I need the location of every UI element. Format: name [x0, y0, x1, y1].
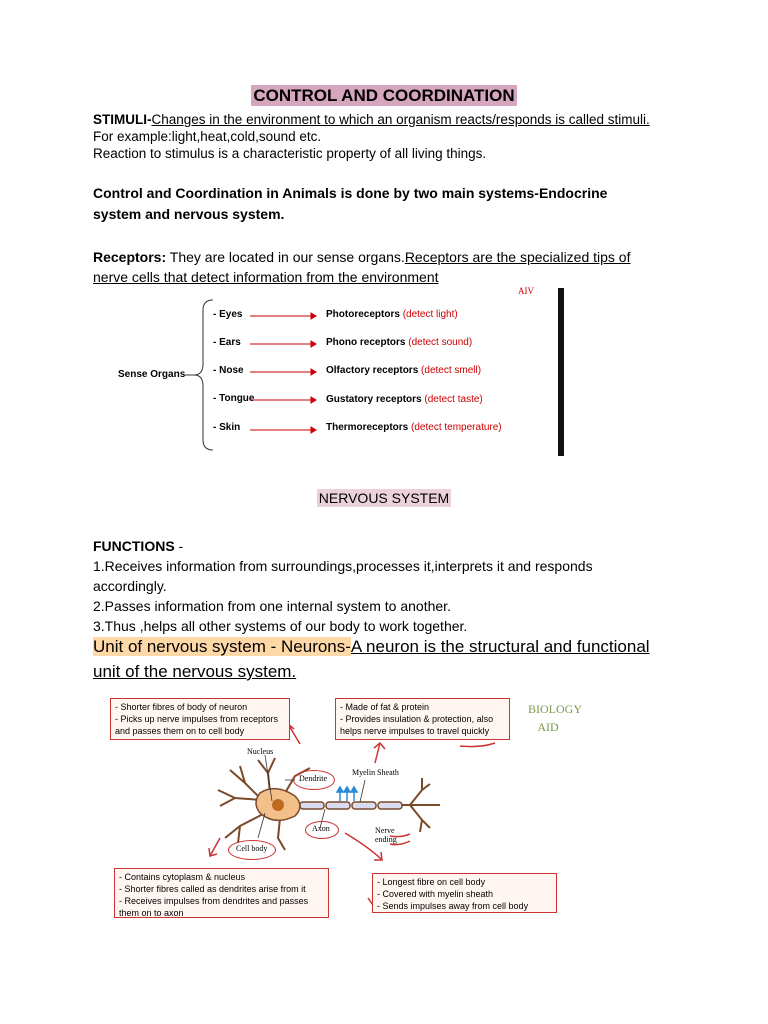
receptor-row-2: Olfactory receptors (detect smell) — [326, 365, 482, 376]
control-systems-paragraph: Control and Coordination in Animals is done by two main systems-Endocrine system and nervous system. — [93, 185, 608, 222]
sense-organs-diagram — [93, 286, 568, 461]
label-nucleus: Nucleus — [247, 747, 274, 756]
label-axon: Axon — [312, 824, 330, 833]
page-title: CONTROL AND COORDINATION — [253, 86, 515, 105]
corner-mark: AIV — [518, 286, 534, 296]
functions-paragraph: FUNCTIONS - 1.Receives information from surroundings,processes it,interprets it and responds accordingly. 2.Passes information from one internal system to another. 3.Thus ,helps all other systems of our body to work together. — [93, 538, 593, 634]
neuron-unit-paragraph: Unit of nervous system - Neurons-A neuron is the structural and functional unit of the nervous system. — [93, 637, 650, 681]
nervous-system-heading: NERVOUS SYSTEM — [318, 490, 450, 506]
receptor-row-3: Gustatory receptors (detect taste) — [326, 394, 483, 405]
receptor-row-1: Phono receptors (detect sound) — [326, 337, 473, 348]
organ-skin: - Skin — [213, 422, 241, 433]
organ-nose: - Nose — [213, 365, 244, 376]
stimuli-paragraph: STIMULI-Changes in the environment to which an organism reacts/responds is called stimuli. For example:light,heat,cold,sound etc. Reaction to stimulus is a characteristic property of all living things. — [93, 112, 650, 161]
sense-organs-label: Sense Organs — [118, 369, 186, 380]
receptors-paragraph: Receptors: They are located in our sense organs.Receptors are the specialized tips of nerve cells that detect information from the environment — [93, 249, 631, 285]
label-myelin-sheath: Myelin Sheath — [352, 768, 399, 777]
organ-tongue: - Tongue — [213, 393, 255, 404]
cell-body-info-box: - Contains cytoplasm & nucleus - Shorter fibres called as dendrites arise from it - Receives impulses from dendrites and passes them on to axon — [114, 868, 329, 918]
label-dendrite: Dendrite — [299, 774, 327, 783]
label-cell-body: Cell body — [236, 844, 268, 853]
axon-info-box: - Longest fibre on cell body - Covered with myelin sheath - Sends impulses away from cell body — [372, 873, 557, 913]
organ-eyes: - Eyes — [213, 309, 243, 320]
neuron-diagram — [100, 688, 582, 928]
label-nerve-ending: Nerve ending — [375, 826, 397, 844]
receptor-row-0: Photoreceptors (detect light) — [326, 309, 458, 320]
dendrite-info-box: - Shorter fibres of body of neuron - Picks up nerve impulses from receptors and passes them on to cell body — [110, 698, 290, 740]
biology-aid-logo: BIOLOGY AID — [528, 702, 582, 734]
myelin-info-box: - Made of fat & protein - Provides insulation & protection, also helps nerve impulses to travel quickly — [335, 698, 510, 740]
organ-ears: - Ears — [213, 337, 241, 348]
receptor-row-4: Thermoreceptors (detect temperature) — [326, 422, 502, 433]
